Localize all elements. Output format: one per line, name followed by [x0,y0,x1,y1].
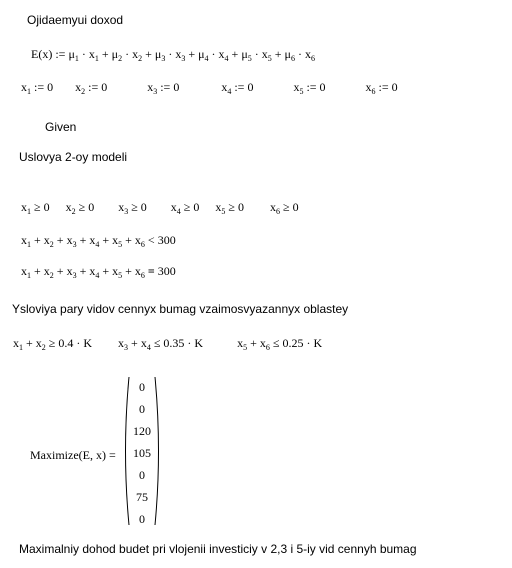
mu-coefficient-subscript: 6 [290,54,295,63]
assign-operator: := [306,80,317,94]
constraint-value: 0 [193,200,200,214]
x-variable: $x_6$ [134,233,145,249]
initial-value: 0 [247,80,254,94]
x-variable-subscript: 6 [140,240,145,249]
assign-operator: := [88,80,99,94]
maximize-expression: Maximize(E, x) = [30,448,116,462]
x-variable-subscript: 4 [95,240,100,249]
x-variable-subscript: 3 [72,271,77,280]
x-variable-subscript: 6 [265,343,270,352]
mu-coefficient-subscript: 4 [204,54,209,63]
x-variable: $x_6$ [304,47,315,63]
assign-operator: := [55,47,66,61]
pair-conditions-label: Ysloviya pary vidov cennyx bumag vzaimosvyazannyx oblastey [12,302,349,316]
result-vector-entry: 0 [139,512,145,526]
x-variable: $x_4$ [140,336,151,352]
x-variable-subscript: 3 [124,207,129,216]
x-variable: $x_4$ [170,200,181,216]
pair-constraint: $x_3 + x_4 \le 0.35 \cdot K$ [118,336,204,352]
result-vector-entry: 0 [139,402,145,416]
x-variable-subscript: 4 [176,207,181,216]
ge-operator: ≥ [228,200,235,214]
x-variable-subscript: 6 [275,207,280,216]
nonneg-constraint [171,200,200,214]
constraint-value: 0 [292,200,299,214]
objective-terms: $\mu_1 \cdot x_1 + \mu_2 \cdot x_2 + \mu_3 \cdot x_3 + \mu_4 \cdot x_4 + \mu_5 \cdot x_5 + \mu_6 \cdot x_6$ [68,47,315,63]
constraint-value: 0 [88,200,95,214]
result-vector-entry: 75 [136,490,148,504]
nonneg-constraint [215,200,244,214]
objective-term: $\mu_1 \cdot x_1$ [68,47,99,63]
constraint-value: 0 [140,200,147,214]
sum-expression: $x_1 + x_2 + x_3 + x_4 + x_5 + x_6$ [21,233,145,249]
objective-function [31,47,315,61]
ge-operator: ≥ [282,200,290,214]
initial-value: 0 [101,80,108,94]
nonneg-constraint [66,200,95,214]
x-variable: $x_1$ [21,80,31,96]
x-variable: $x_2$ [43,264,54,280]
sum-eq-rhs: 300 [157,264,176,278]
x-variable-subscript: 4 [146,343,151,352]
initial-value-assignment [147,80,179,94]
x-variable: $x_1$ [21,264,31,280]
x-variable: $x_3$ [175,47,186,63]
x-variable-subscript: 2 [81,87,86,96]
x-variable-subscript: 1 [94,54,99,63]
x-variable: $x_5$ [237,336,248,352]
mu-coefficient: $\mu_2$ [111,47,123,63]
assign-operator: := [378,80,389,94]
x-variable-subscript: 1 [27,207,31,216]
initial-value: 0 [391,80,398,94]
assign-operator: := [34,80,45,94]
x-variable-subscript: 4 [95,271,100,280]
sum-eq-constraint [21,264,176,278]
initial-value-assignment [75,80,107,94]
x-variable-subscript: 2 [49,271,54,280]
x-variable: $x_6$ [365,80,376,96]
initial-value-assignment [221,80,253,94]
result-vector-entry: 0 [139,380,145,394]
x-variable-subscript: 6 [310,54,315,63]
x-variable-subscript: 2 [41,343,46,352]
mu-coefficient: $\mu_6$ [284,47,295,63]
sum-eq-operator: = [147,264,155,278]
pair-rhs: 0.4 · K [58,336,93,350]
comparison-operator: ≤ [153,336,161,350]
x-variable: $x_6$ [134,264,145,280]
initial-value: 0 [173,80,180,94]
result-vector-entry: 0 [139,468,145,482]
x-variable-subscript: 3 [181,54,186,63]
x-variable: $x_5$ [112,264,123,280]
constraint-value: 0 [43,200,50,214]
pair-constraint: $x_5 + x_6 \le 0.25 \cdot K$ [237,336,323,352]
x-variable-subscript: 3 [72,240,77,249]
x-variable: $x_5$ [293,80,304,96]
sum-lt-constraint [21,233,176,247]
comparison-operator: ≤ [272,336,280,350]
nonneg-constraint [21,200,50,214]
x-variable: $x_5$ [112,233,123,249]
x-variable: $x_3$ [66,233,77,249]
mu-coefficient: $\mu_3$ [154,47,166,63]
x-variable: $x_1$ [13,336,23,352]
x-variable-subscript: 1 [27,271,31,280]
x-variable: $x_3$ [118,336,129,352]
x-variable: $x_1$ [21,200,31,216]
x-variable: $x_2$ [65,200,76,216]
objective-lhs: E(x) [31,47,53,61]
result-vector-entry: 120 [133,424,151,438]
x-variable: $x_4$ [89,233,100,249]
initial-value-assignment [21,80,53,94]
comparison-operator: ≥ [48,336,56,350]
conclusion-text: Maximalniy dohod budet pri vlojenii investiciy v 2,3 i 5-iy vid cennyh bumag [19,542,417,556]
x-variable: $x_5$ [261,47,272,63]
x-variable: $x_6$ [259,336,270,352]
initial-value: 0 [47,80,54,94]
x-variable-subscript: 6 [140,271,145,280]
pair-rhs: 0.25 · K [282,336,323,350]
x-variable-subscript: 2 [49,240,54,249]
x-variable-subscript: 2 [71,207,76,216]
x-variable: $x_6$ [269,200,280,216]
assign-operator: := [234,80,245,94]
x-variable-subscript: 4 [224,54,229,63]
x-variable: $x_2$ [75,80,86,96]
initial-value-assignment [366,80,398,94]
mu-coefficient-subscript: 3 [161,54,166,63]
objective-term: $\mu_4 \cdot x_4$ [198,47,229,63]
mu-coefficient-subscript: 1 [74,54,79,63]
x-variable-subscript: 5 [221,207,226,216]
nonneg-constraints-row [21,200,299,214]
x-variable: $x_3$ [118,200,129,216]
ge-operator: ≥ [78,200,86,214]
x-variable: $x_1$ [88,47,99,63]
objective-term: $\mu_5 \cdot x_5$ [241,47,272,63]
given-label: Given [45,120,77,134]
x-variable: $x_1$ [21,233,31,249]
x-variable: $x_2$ [43,233,54,249]
ge-operator: ≥ [131,200,138,214]
heading-expected-income: Ojidaemyui doxod [27,13,124,27]
mu-coefficient-subscript: 5 [247,54,252,63]
x-variable-subscript: 5 [299,87,304,96]
x-variable-subscript: 6 [371,87,376,96]
result-vector-entry: 105 [133,446,151,460]
x-variable-subscript: 5 [267,54,272,63]
x-variable-subscript: 1 [27,87,31,96]
ge-operator: ≥ [183,200,191,214]
assign-operator: := [160,80,171,94]
x-variable-subscript: 3 [124,343,129,352]
mu-coefficient-subscript: 2 [118,54,123,63]
pair-constraints-row [13,336,322,350]
mu-coefficient: $\mu_5$ [241,47,252,63]
x-variable-subscript: 5 [243,343,248,352]
x-variable: $x_3$ [66,264,77,280]
objective-term: $\mu_3 \cdot x_3$ [154,47,186,63]
nonneg-constraint [118,200,147,214]
result-vector [121,375,163,527]
x-variable-subscript: 3 [153,87,158,96]
x-variable: $x_2$ [35,336,46,352]
x-variable-subscript: 4 [227,87,232,96]
x-variable: $x_2$ [132,47,143,63]
sum-lt-rhs: 300 [157,233,176,247]
x-variable: $x_4$ [218,47,229,63]
x-variable-subscript: 1 [27,240,31,249]
pair-constraint: $x_1 + x_2 \ge 0.4 \cdot K$ [13,336,93,352]
pair-rhs: 0.35 · K [163,336,204,350]
x-variable: $x_5$ [215,200,226,216]
initial-value: 0 [319,80,326,94]
x-variable: $x_4$ [89,264,100,280]
mu-coefficient: $\mu_4$ [198,47,209,63]
ge-operator: ≥ [34,200,41,214]
x-variable-subscript: 2 [138,54,143,63]
initial-values-row [21,80,398,94]
nonneg-constraint [270,200,299,214]
x-variable-subscript: 5 [118,271,123,280]
sum-expression: $x_1 + x_2 + x_3 + x_4 + x_5 + x_6$ [21,264,145,280]
constraint-value: 0 [237,200,244,214]
mu-coefficient: $\mu_1$ [68,47,79,63]
initial-value-assignment [293,80,325,94]
x-variable: $x_3$ [147,80,158,96]
x-variable-subscript: 1 [19,343,23,352]
x-variable-subscript: 5 [118,240,123,249]
objective-term: $\mu_6 \cdot x_6$ [284,47,315,63]
model-conditions-label: Uslovya 2-oy modeli [19,150,128,164]
x-variable: $x_4$ [221,80,232,96]
sum-lt-operator: < [147,233,155,247]
objective-term: $\mu_2 \cdot x_2$ [111,47,143,63]
